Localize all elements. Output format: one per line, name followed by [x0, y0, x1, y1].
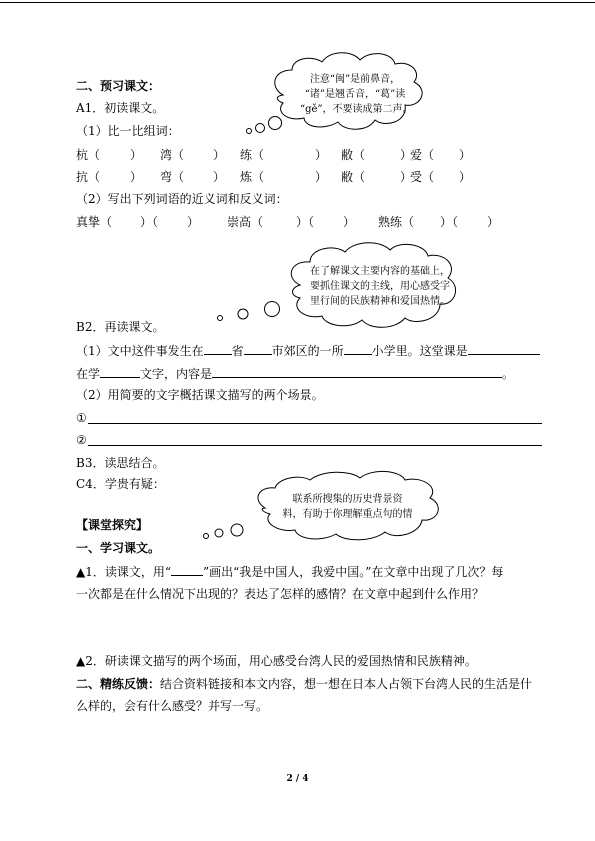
- task-1-text: ”画出“我是中国人，我爱中国。”在文章中出现了几次？每: [203, 565, 504, 579]
- synonym-bracket: ）: [487, 215, 500, 229]
- bubble-2-line: 在了解课文主要内容的基础上，: [310, 266, 450, 277]
- synonym-prompt: （2）写出下列词语的近义词和反义词：: [76, 192, 288, 206]
- scene-1-answer-line[interactable]: [88, 423, 542, 424]
- bubble-2-text: [305, 264, 455, 309]
- learn-text-heading: 一、学习课文。: [76, 541, 161, 555]
- synonym-word: 真挚（: [76, 215, 113, 229]
- synonym-bracket: ）（: [440, 215, 459, 229]
- bubble-1-line: 注意“闽”是前鼻音，: [309, 74, 401, 85]
- char-cell: ）: [213, 170, 226, 184]
- char-cell: 杭（: [76, 148, 101, 162]
- bubble-1-line: “诸”是翘舌音，“葛”读: [304, 89, 406, 100]
- question-1-line-1: [76, 342, 540, 359]
- char-cell: 炼（: [240, 170, 265, 184]
- q1-text: （1）文中这件事发生在: [76, 344, 204, 358]
- char-cell: ）: [315, 148, 328, 162]
- question-2: （2）用简要的文字概括课文描写的两个场景。: [76, 388, 324, 402]
- synonym-word: 熟练（: [378, 215, 415, 229]
- practice-text: 结合资料链接和本文内容，想一想在日本人占领下台湾人民的生活是什: [160, 677, 533, 691]
- char-cell: ）: [315, 170, 328, 184]
- q1-text: 省: [231, 344, 244, 358]
- synonym-word: 崇高（: [227, 215, 264, 229]
- question-1-line-2: [76, 365, 514, 382]
- task-1-text: ▲1．读课文，用“: [76, 565, 171, 579]
- bubble-3-line: 料，有助于你理解重点句的情: [282, 509, 413, 520]
- char-cell: ）: [130, 170, 143, 184]
- section-heading-preview: 二、预习课文：: [76, 79, 161, 93]
- char-cell: 敝（: [341, 148, 366, 162]
- step-a1: A1．初读课文。: [76, 101, 165, 115]
- bubble-3-text: [275, 492, 420, 522]
- bubble-3-line: 联系所搜集的历史背景资: [292, 494, 403, 505]
- q1-text: 。: [502, 367, 515, 381]
- step-b3: B3．读思结合。: [76, 456, 165, 470]
- synonym-bracket: ）（: [140, 215, 159, 229]
- char-cell: 练（: [240, 148, 265, 162]
- char-cell: 湾（: [160, 148, 185, 162]
- q1-text: 市郊区的一所: [271, 344, 344, 358]
- synonym-bracket: ）: [187, 215, 200, 229]
- answer-blank[interactable]: [171, 563, 203, 576]
- bubble-2-line: 要抓住课文的主线，用心感受字: [310, 281, 450, 292]
- char-cell: 敝（: [341, 170, 366, 184]
- task-1-line-1: [76, 563, 503, 580]
- answer-blank[interactable]: [468, 342, 540, 355]
- q1-text: 小学里。这堂课是: [371, 344, 468, 358]
- scene-1-marker: ①: [76, 411, 87, 425]
- char-cell: ）: [400, 170, 413, 184]
- answer-blank[interactable]: [100, 365, 140, 378]
- scene-2-marker: ②: [76, 433, 87, 447]
- char-cell: 弯（: [160, 170, 185, 184]
- step-c4: C4．学贵有疑：: [76, 477, 165, 491]
- answer-blank[interactable]: [212, 365, 502, 378]
- char-cell: ）: [459, 170, 472, 184]
- page-number: 2 / 4: [286, 774, 309, 784]
- task-1-line-2: 一次都是在什么情况下出现的？表达了怎样的感情？在文章中起到什么作用？: [76, 587, 485, 601]
- char-cell: ）: [130, 148, 143, 162]
- bubble-1-text: [300, 72, 413, 117]
- answer-blank[interactable]: [244, 342, 272, 355]
- synonym-bracket: ）: [343, 215, 356, 229]
- char-cell: ）: [213, 148, 226, 162]
- char-cell: 抗（: [76, 170, 101, 184]
- answer-blank[interactable]: [344, 342, 372, 355]
- char-cell: ）: [459, 148, 472, 162]
- bubble-2-line: 里行间的民族精神和爱国热情。: [310, 296, 450, 307]
- synonym-bracket: ）（: [296, 215, 315, 229]
- char-cell: 受（: [410, 170, 435, 184]
- practice-line-1: [76, 676, 532, 692]
- scene-2-answer-line[interactable]: [88, 445, 542, 446]
- step-b2: B2．再读课文。: [76, 320, 165, 334]
- practice-heading: 二、精练反馈：: [76, 677, 161, 691]
- answer-blank[interactable]: [204, 342, 232, 355]
- q1-text: 文字，内容是: [140, 367, 213, 381]
- bubble-1-line: “gě”，不要读成第二声。: [300, 104, 413, 115]
- q1-text: 在学: [76, 367, 101, 381]
- task-2: ▲2．研读课文描写的两个场面，用心感受台湾人民的爱国热情和民族精神。: [76, 654, 477, 668]
- char-cell: 爱（: [410, 148, 435, 162]
- compare-prompt: （1）比一比组词：: [76, 124, 180, 138]
- practice-line-2: 么样的，会有什么感受？并写一写。: [76, 699, 269, 713]
- char-cell: ）: [400, 148, 413, 162]
- class-explore-heading: 【课堂探究】: [76, 518, 149, 532]
